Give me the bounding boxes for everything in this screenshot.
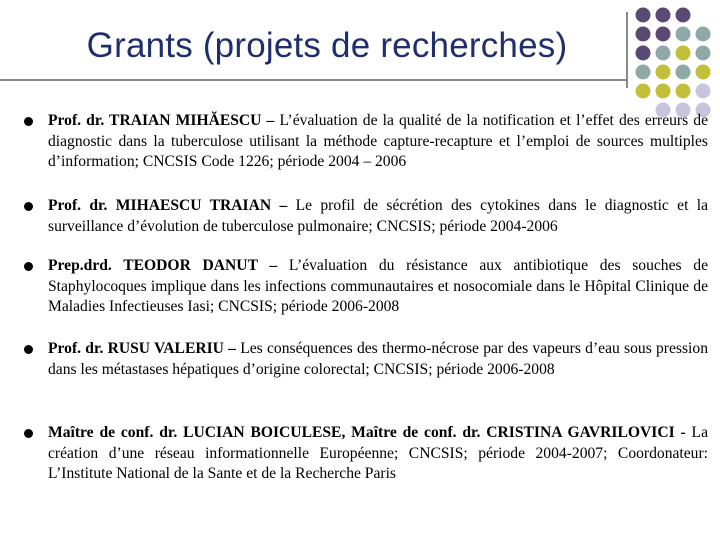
bullet-icon [24,429,33,438]
grant-text: Le profil de sécrétion des cytokines dans le diagnostic et la surveillance d’évolution de tuberculose pulmonaire; CNCSIS; période 2004-2006 [48,197,708,235]
bullet-icon [24,345,33,354]
bullet-icon [24,117,33,126]
grant-text: L’évaluation de la qualité de la notification et l’effet des erreurs de diagnostic dans la tuberculose utilisant la méthode capture-recapture et l’emploi de sources multiples d’information; CNCSIS Code 1226; période 2004 – 2006 [48,112,708,170]
grant-author: Maître de conf. dr. LUCIAN BOICULESE, Maître de conf. dr. CRISTINA GAVRILOVICI - [48,424,686,441]
grant-text: Les conséquences des thermo-nécrose par des vapeurs d’eau sous pression dans les métastases hépatiques d’origine colorectal; CNCSIS; période 2006-2008 [48,340,708,378]
grant-description [48,423,708,485]
grant-author: Prof. dr. RUSU VALERIU – [48,340,236,357]
grant-description [48,339,708,380]
slide-title: Grants (projets de recherches) [86,26,568,65]
grant-description [48,256,708,318]
grant-text: L’évaluation du résistance aux antibiotique des souches de Staphylocoques implique dans les infections communautaires et nosocomiale dans le Hôpital Clinique de Maladies Infectieuses Iasi; CNCSIS; période 2006-2008 [48,257,709,315]
grant-author: Prep.drd. TEODOR DANUT – [48,257,278,274]
grant-text: La création d’une réseau informationnelle Européenne; CNCSIS; période 2004-2007; Coordonateur: L’Institute National de la Sante et de la Recherche Paris [48,424,708,482]
bullet-icon [24,262,33,271]
grant-author: Prof. dr. MIHAESCU TRAIAN – [48,197,288,214]
grant-description [48,196,708,237]
bullet-icon [24,202,33,211]
grant-author: Prof. dr. TRAIAN MIHĂESCU – [48,112,275,129]
grant-description [48,111,708,173]
